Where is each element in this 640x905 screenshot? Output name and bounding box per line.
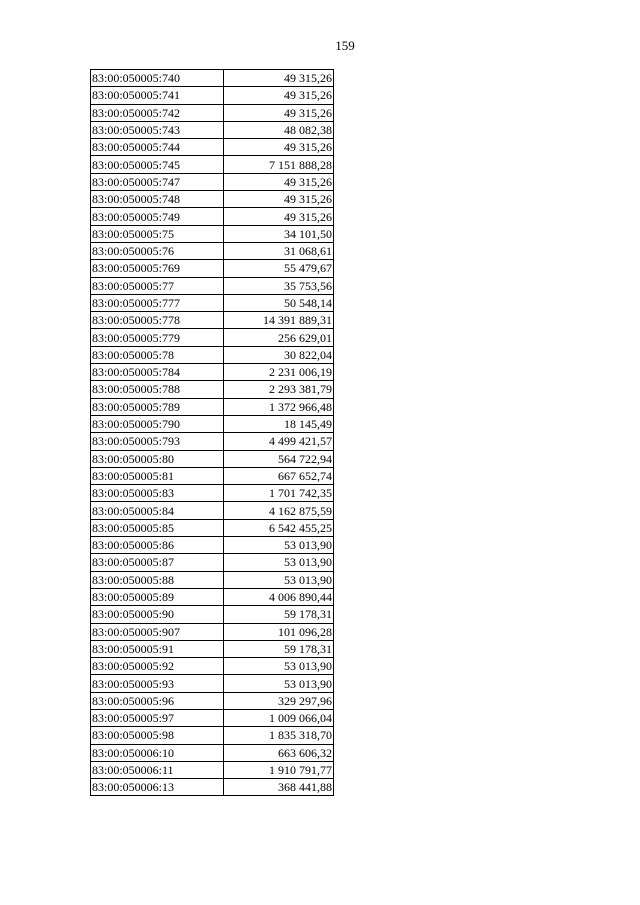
cadastral-number-cell: 83:00:050005:778	[91, 312, 224, 329]
table-row	[91, 277, 334, 294]
value-cell: 2 293 381,79	[224, 381, 334, 398]
table-row	[91, 623, 334, 640]
cadastral-number-cell: 83:00:050005:78	[91, 346, 224, 363]
cadastral-number-cell: 83:00:050005:85	[91, 519, 224, 536]
value-cell: 6 542 455,25	[224, 519, 334, 536]
table-row	[91, 104, 334, 121]
value-cell: 4 006 890,44	[224, 588, 334, 605]
value-cell: 30 822,04	[224, 346, 334, 363]
table-row	[91, 191, 334, 208]
table-row	[91, 329, 334, 346]
value-cell: 35 753,56	[224, 277, 334, 294]
cadastral-number-cell: 83:00:050005:90	[91, 606, 224, 623]
cadastral-number-cell: 83:00:050005:769	[91, 260, 224, 277]
value-cell: 53 013,90	[224, 675, 334, 692]
table-row	[91, 242, 334, 259]
cadastral-number-cell: 83:00:050005:789	[91, 398, 224, 415]
cadastral-number-cell: 83:00:050005:740	[91, 70, 224, 87]
value-cell: 4 499 421,57	[224, 433, 334, 450]
table-row	[91, 640, 334, 657]
cadastral-number-cell: 83:00:050006:13	[91, 779, 224, 796]
cadastral-number-cell: 83:00:050005:77	[91, 277, 224, 294]
table-row	[91, 744, 334, 761]
value-cell: 49 315,26	[224, 104, 334, 121]
table-row	[91, 692, 334, 709]
table-row	[91, 450, 334, 467]
table-row	[91, 208, 334, 225]
cadastral-number-cell: 83:00:050005:784	[91, 364, 224, 381]
table-row	[91, 364, 334, 381]
table-row	[91, 709, 334, 726]
cadastral-number-cell: 83:00:050005:81	[91, 467, 224, 484]
value-cell: 1 009 066,04	[224, 709, 334, 726]
table-row	[91, 658, 334, 675]
value-cell: 663 606,32	[224, 744, 334, 761]
page-number: 159	[335, 38, 355, 53]
value-cell: 49 315,26	[224, 173, 334, 190]
cadastral-number-cell: 83:00:050005:93	[91, 675, 224, 692]
cadastral-number-cell: 83:00:050005:98	[91, 727, 224, 744]
cadastral-number-cell: 83:00:050005:749	[91, 208, 224, 225]
value-cell: 59 178,31	[224, 606, 334, 623]
value-cell: 53 013,90	[224, 571, 334, 588]
value-cell: 59 178,31	[224, 640, 334, 657]
cadastral-number-cell: 83:00:050005:88	[91, 571, 224, 588]
cadastral-number-cell: 83:00:050005:742	[91, 104, 224, 121]
cadastral-number-cell: 83:00:050005:741	[91, 87, 224, 104]
cadastral-number-cell: 83:00:050005:84	[91, 502, 224, 519]
value-cell: 53 013,90	[224, 537, 334, 554]
cadastral-number-cell: 83:00:050005:83	[91, 485, 224, 502]
table-row	[91, 121, 334, 138]
value-cell: 101 096,28	[224, 623, 334, 640]
table-row	[91, 156, 334, 173]
table-row	[91, 467, 334, 484]
cadastral-number-cell: 83:00:050005:76	[91, 242, 224, 259]
value-cell: 49 315,26	[224, 70, 334, 87]
value-cell: 4 162 875,59	[224, 502, 334, 519]
value-cell: 55 479,67	[224, 260, 334, 277]
value-cell: 49 315,26	[224, 208, 334, 225]
cadastral-number-cell: 83:00:050005:91	[91, 640, 224, 657]
cadastral-number-cell: 83:00:050005:92	[91, 658, 224, 675]
table-row	[91, 87, 334, 104]
value-cell: 18 145,49	[224, 415, 334, 432]
cadastral-number-cell: 83:00:050005:748	[91, 191, 224, 208]
table-row	[91, 312, 334, 329]
cadastral-number-cell: 83:00:050005:96	[91, 692, 224, 709]
cadastral-number-cell: 83:00:050005:87	[91, 554, 224, 571]
table-row	[91, 675, 334, 692]
table-row	[91, 761, 334, 778]
table-row	[91, 485, 334, 502]
table-row	[91, 415, 334, 432]
table-row	[91, 139, 334, 156]
value-cell: 49 315,26	[224, 191, 334, 208]
table-row	[91, 779, 334, 796]
value-cell: 667 652,74	[224, 467, 334, 484]
value-cell: 1 701 742,35	[224, 485, 334, 502]
cadastral-number-cell: 83:00:050005:97	[91, 709, 224, 726]
value-cell: 53 013,90	[224, 658, 334, 675]
table-row	[91, 519, 334, 536]
table-row	[91, 727, 334, 744]
value-cell: 53 013,90	[224, 554, 334, 571]
table-row	[91, 294, 334, 311]
value-cell: 329 297,96	[224, 692, 334, 709]
cadastral-number-cell: 83:00:050005:788	[91, 381, 224, 398]
table-row	[91, 346, 334, 363]
table-row	[91, 225, 334, 242]
cadastral-number-cell: 83:00:050005:745	[91, 156, 224, 173]
table-row	[91, 381, 334, 398]
value-cell: 34 101,50	[224, 225, 334, 242]
value-cell: 31 068,61	[224, 242, 334, 259]
cadastral-number-cell: 83:00:050005:777	[91, 294, 224, 311]
cadastral-number-cell: 83:00:050005:86	[91, 537, 224, 554]
value-cell: 49 315,26	[224, 139, 334, 156]
table-row	[91, 606, 334, 623]
table-row	[91, 70, 334, 87]
value-cell: 368 441,88	[224, 779, 334, 796]
table-row	[91, 537, 334, 554]
cadastral-number-cell: 83:00:050005:790	[91, 415, 224, 432]
cadastral-number-cell: 83:00:050006:10	[91, 744, 224, 761]
cadastral-number-cell: 83:00:050005:89	[91, 588, 224, 605]
value-cell: 1 835 318,70	[224, 727, 334, 744]
value-cell: 7 151 888,28	[224, 156, 334, 173]
table-row	[91, 502, 334, 519]
table-row	[91, 260, 334, 277]
value-cell: 1 910 791,77	[224, 761, 334, 778]
cadastral-value-table	[90, 69, 334, 796]
value-cell: 1 372 966,48	[224, 398, 334, 415]
cadastral-number-cell: 83:00:050005:743	[91, 121, 224, 138]
value-cell: 564 722,94	[224, 450, 334, 467]
value-cell: 14 391 889,31	[224, 312, 334, 329]
table-row	[91, 398, 334, 415]
table-row	[91, 554, 334, 571]
value-cell: 2 231 006,19	[224, 364, 334, 381]
cadastral-number-cell: 83:00:050006:11	[91, 761, 224, 778]
table-body	[91, 70, 334, 796]
table-row	[91, 571, 334, 588]
table-row	[91, 173, 334, 190]
cadastral-number-cell: 83:00:050005:747	[91, 173, 224, 190]
table-row	[91, 433, 334, 450]
value-cell: 256 629,01	[224, 329, 334, 346]
cadastral-number-cell: 83:00:050005:75	[91, 225, 224, 242]
value-cell: 50 548,14	[224, 294, 334, 311]
cadastral-number-cell: 83:00:050005:907	[91, 623, 224, 640]
value-cell: 49 315,26	[224, 87, 334, 104]
value-cell: 48 082,38	[224, 121, 334, 138]
cadastral-number-cell: 83:00:050005:793	[91, 433, 224, 450]
cadastral-number-cell: 83:00:050005:744	[91, 139, 224, 156]
cadastral-number-cell: 83:00:050005:80	[91, 450, 224, 467]
table-row	[91, 588, 334, 605]
cadastral-number-cell: 83:00:050005:779	[91, 329, 224, 346]
